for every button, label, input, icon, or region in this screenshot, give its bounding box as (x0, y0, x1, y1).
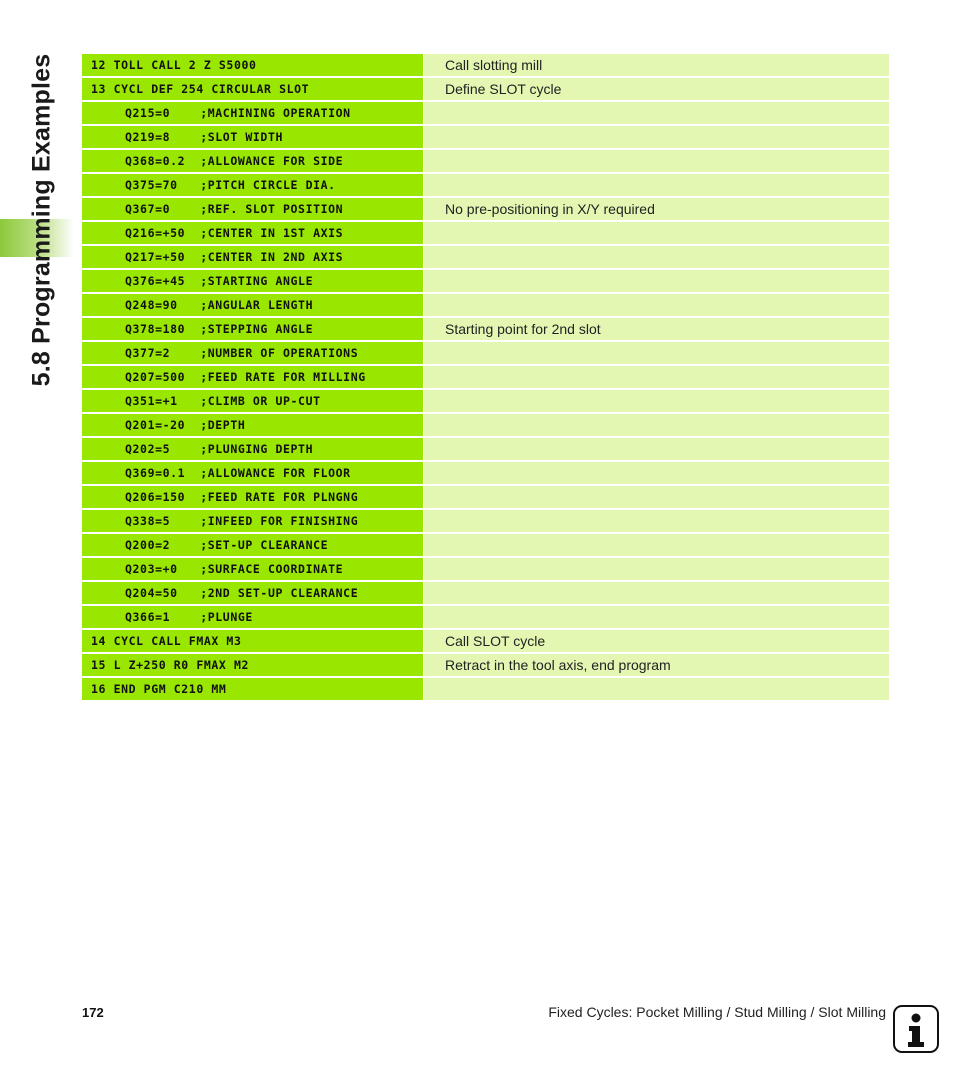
program-listing-table (82, 54, 889, 702)
nc-code-line: Q369=0.1 ;ALLOWANCE FOR FLOOR (82, 462, 423, 484)
page-number: 172 (82, 1005, 104, 1020)
nc-code-line: Q338=5 ;INFEED FOR FINISHING (82, 510, 423, 532)
nc-code-line: 12 TOLL CALL 2 Z S5000 (82, 54, 423, 76)
code-comment: No pre-positioning in X/Y required (424, 198, 889, 220)
nc-code-line: Q207=500 ;FEED RATE FOR MILLING (82, 366, 423, 388)
nc-code-line: Q367=0 ;REF. SLOT POSITION (82, 198, 423, 220)
code-comment (424, 462, 889, 484)
program-row (82, 294, 889, 316)
nc-code-line: Q202=5 ;PLUNGING DEPTH (82, 438, 423, 460)
code-comment (424, 246, 889, 268)
code-comment (424, 366, 889, 388)
program-row (82, 534, 889, 556)
program-row (82, 150, 889, 172)
code-comment (424, 510, 889, 532)
nc-code-line: Q219=8 ;SLOT WIDTH (82, 126, 423, 148)
nc-code-line: Q200=2 ;SET-UP CLEARANCE (82, 534, 423, 556)
nc-code-line: Q376=+45 ;STARTING ANGLE (82, 270, 423, 292)
chapter-title: Fixed Cycles: Pocket Milling / Stud Milling / Slot Milling (548, 1004, 886, 1020)
program-row (82, 126, 889, 148)
code-comment (424, 678, 889, 700)
program-row (82, 630, 889, 652)
code-comment (424, 438, 889, 460)
code-comment: Call slotting mill (424, 54, 889, 76)
program-row (82, 174, 889, 196)
nc-code-line: 15 L Z+250 R0 FMAX M2 (82, 654, 423, 676)
program-row (82, 54, 889, 76)
nc-code-line: Q204=50 ;2ND SET-UP CLEARANCE (82, 582, 423, 604)
code-comment: Retract in the tool axis, end program (424, 654, 889, 676)
code-comment (424, 102, 889, 124)
program-row (82, 390, 889, 412)
nc-code-line: 16 END PGM C210 MM (82, 678, 423, 700)
program-row (82, 102, 889, 124)
program-row (82, 486, 889, 508)
nc-code-line: Q378=180 ;STEPPING ANGLE (82, 318, 423, 340)
code-comment (424, 486, 889, 508)
code-comment: Call SLOT cycle (424, 630, 889, 652)
program-row (82, 78, 889, 100)
program-row (82, 198, 889, 220)
code-comment (424, 534, 889, 556)
program-row (82, 510, 889, 532)
nc-code-line: Q206=150 ;FEED RATE FOR PLNGNG (82, 486, 423, 508)
program-row (82, 438, 889, 460)
code-comment (424, 150, 889, 172)
code-comment (424, 222, 889, 244)
code-comment (424, 390, 889, 412)
code-comment (424, 126, 889, 148)
nc-code-line: Q216=+50 ;CENTER IN 1ST AXIS (82, 222, 423, 244)
nc-code-line: Q366=1 ;PLUNGE (82, 606, 423, 628)
code-comment (424, 606, 889, 628)
nc-code-line: Q368=0.2 ;ALLOWANCE FOR SIDE (82, 150, 423, 172)
nc-code-line: 14 CYCL CALL FMAX M3 (82, 630, 423, 652)
code-comment (424, 342, 889, 364)
section-title: 5.8 Programming Examples (27, 53, 56, 387)
code-comment (424, 174, 889, 196)
program-row (82, 558, 889, 580)
nc-code-line: Q217=+50 ;CENTER IN 2ND AXIS (82, 246, 423, 268)
program-row (82, 582, 889, 604)
program-row (82, 222, 889, 244)
program-row (82, 654, 889, 676)
nc-code-line: 13 CYCL DEF 254 CIRCULAR SLOT (82, 78, 423, 100)
program-row (82, 366, 889, 388)
code-comment (424, 294, 889, 316)
program-row (82, 342, 889, 364)
nc-code-line: Q203=+0 ;SURFACE COORDINATE (82, 558, 423, 580)
program-row (82, 414, 889, 436)
program-row (82, 246, 889, 268)
nc-code-line: Q215=0 ;MACHINING OPERATION (82, 102, 423, 124)
code-comment (424, 582, 889, 604)
program-row (82, 606, 889, 628)
nc-code-line: Q377=2 ;NUMBER OF OPERATIONS (82, 342, 423, 364)
code-comment: Starting point for 2nd slot (424, 318, 889, 340)
nc-code-line: Q375=70 ;PITCH CIRCLE DIA. (82, 174, 423, 196)
info-icon (893, 1005, 939, 1053)
code-comment: Define SLOT cycle (424, 78, 889, 100)
code-comment (424, 270, 889, 292)
code-comment (424, 414, 889, 436)
program-row (82, 270, 889, 292)
code-comment (424, 558, 889, 580)
nc-code-line: Q351=+1 ;CLIMB OR UP-CUT (82, 390, 423, 412)
nc-code-line: Q248=90 ;ANGULAR LENGTH (82, 294, 423, 316)
nc-code-line: Q201=-20 ;DEPTH (82, 414, 423, 436)
program-row (82, 318, 889, 340)
program-row (82, 462, 889, 484)
program-row (82, 678, 889, 700)
